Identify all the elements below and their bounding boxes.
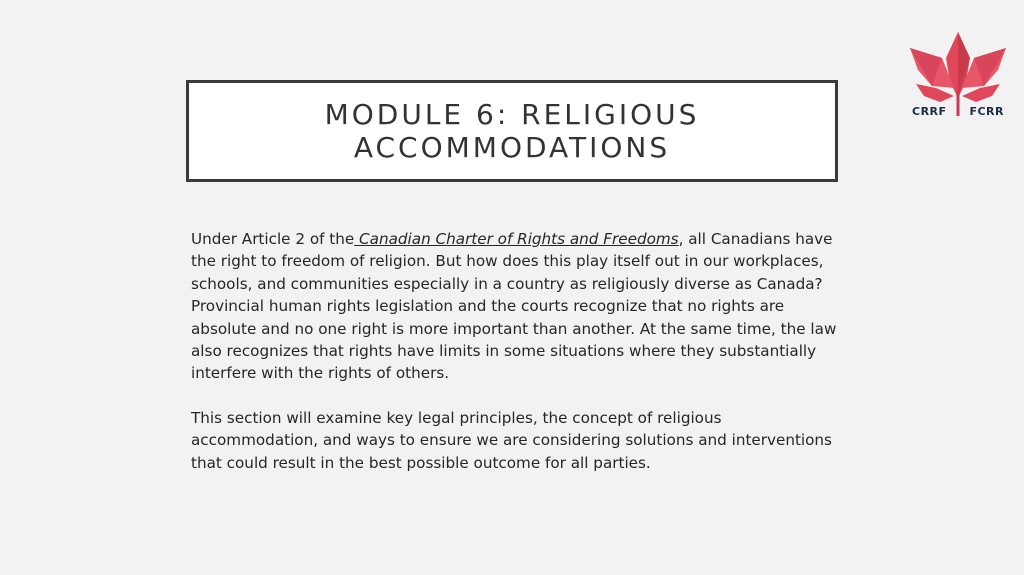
charter-link[interactable]: Canadian Charter of Rights and Freedoms bbox=[354, 230, 679, 248]
logo-labels bbox=[912, 105, 1004, 118]
paragraph-1 bbox=[191, 228, 841, 385]
paragraph-1-prefix: Under Article 2 of the bbox=[191, 230, 355, 248]
title-box bbox=[186, 80, 838, 182]
slide-title bbox=[232, 98, 792, 164]
paragraph-1-rest: , all Canadians have the right to freedom of religion. But how does this play itself out in our workplaces, schools, and communities especially in a country as religiously diverse as Canada? Provincial human rights legislation and the courts recognize that no rights are absolute and no one right is more important than another. At the same time, the law also recognizes that rights have limits in some situations where they substantially interfere with the rights of others. bbox=[191, 230, 837, 383]
slide-title-line2: ACCOMMODATIONS bbox=[353, 131, 671, 164]
logo-label-fcrr: FCRR bbox=[969, 105, 1004, 118]
slide-body bbox=[191, 228, 841, 474]
paragraph-2: This section will examine key legal principles, the concept of religious accommodation, and ways to ensure we are considering solutions and interventions that could result in the best possible outcome for all parties. bbox=[191, 408, 832, 472]
logo-label-crrf: CRRF bbox=[912, 105, 947, 118]
slide-title-line1: MODULE 6: RELIGIOUS bbox=[324, 98, 700, 131]
